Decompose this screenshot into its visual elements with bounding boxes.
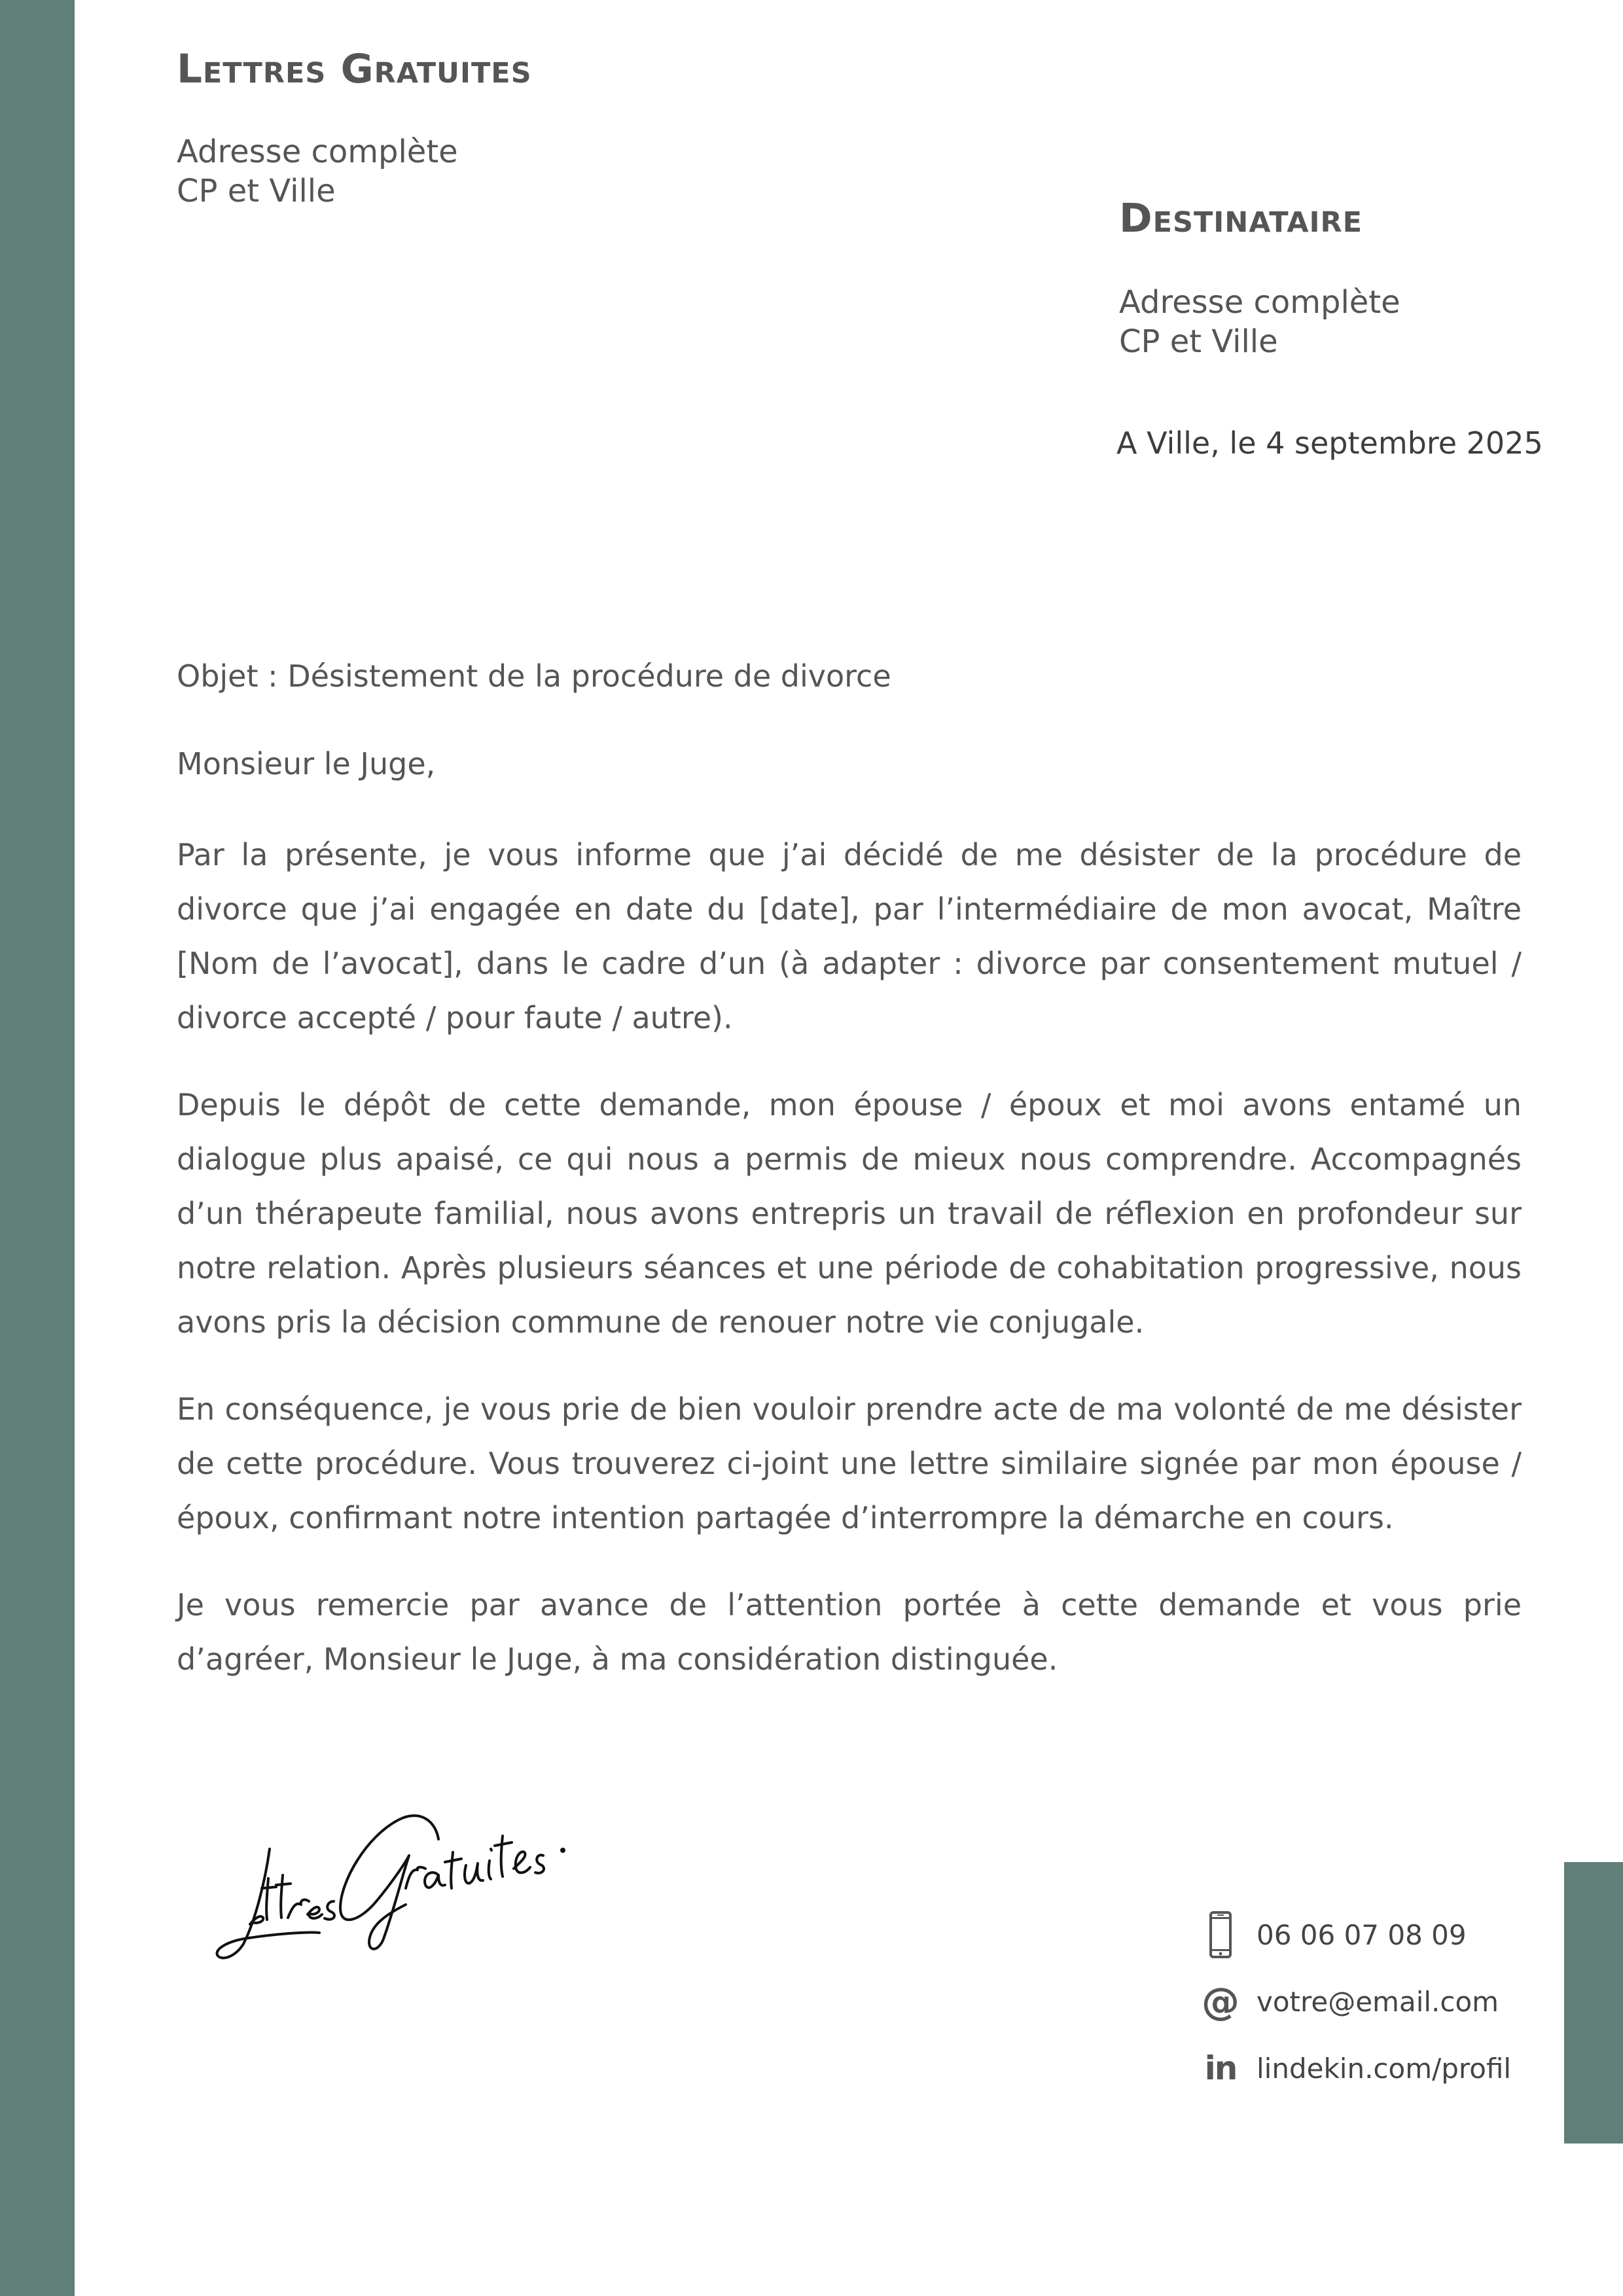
paragraph: Depuis le dépôt de cette demande, mon épouse / époux et moi avons entamé un dialogue plus apaisé, ce qui nous a permis de mieux nous comprendre. Accompagnés d’un thérapeute familial, nous avons entrepris un travail de réflexion en profondeur sur notre relation. Après plusieurs séances et une période de cohabitation progressive, nous avons pris la décision commune de renouer notre vie conjugale. — [177, 1087, 1522, 1340]
paragraph: En conséquence, je vous prie de bien vouloir prendre acte de ma volonté de me désister de cette procédure. Vous trouverez ci-joint une lettre similaire signée par mon épouse / époux, confirmant notre intention partagée d’interrompre la démarche en cours. — [177, 1391, 1522, 1535]
contact-email — [1204, 1968, 1511, 2035]
recipient-address — [1119, 283, 1400, 361]
sender-city-line: CP et Ville — [177, 173, 336, 209]
sender-address — [177, 132, 458, 211]
linkedin-icon: in — [1204, 2049, 1237, 2087]
phone-icon — [1204, 1911, 1237, 1958]
recipient-name: Destinataire — [1119, 195, 1363, 242]
sender-address-line: Adresse complète — [177, 134, 458, 170]
left-accent-bar — [0, 0, 75, 2296]
date-line: A Ville, le 4 septembre 2025 — [1116, 425, 1543, 461]
signature-icon — [209, 1784, 628, 1960]
phone-number[interactable]: 06 06 07 08 09 — [1257, 1918, 1467, 1951]
sender-name: Lettres Gratuites — [177, 46, 532, 92]
email-address[interactable]: votre@email.com — [1257, 1985, 1499, 2018]
paragraph: Par la présente, je vous informe que j’ai décidé de me désister de la procédure de divorce que j’ai engagée en date du [date], par l’intermédiaire de mon avocat, Maître [Nom de l’avocat], dans le cadre d’un (à adapter : divorce par consentement mutuel / divorce accepté / pour faute / autre). — [177, 837, 1522, 1035]
letter-body — [177, 828, 1522, 1719]
contact-phone — [1204, 1901, 1511, 1968]
linkedin-url[interactable]: lindekin.com/profil — [1257, 2052, 1512, 2085]
paragraph: Je vous remercie par avance de l’attention portée à cette demande et vous prie d’agréer, Monsieur le Juge, à ma considération distinguée. — [177, 1587, 1522, 1677]
subject-line: Objet : Désistement de la procédure de divorce — [177, 658, 891, 694]
contact-block — [1204, 1901, 1511, 2102]
right-accent-block — [1564, 1862, 1623, 2144]
signature — [209, 1784, 628, 1960]
salutation: Monsieur le Juge, — [177, 746, 436, 781]
recipient-address-line: Adresse complète — [1119, 284, 1400, 321]
at-icon: @ — [1202, 1979, 1240, 2024]
contact-linkedin — [1204, 2035, 1511, 2102]
recipient-city-line: CP et Ville — [1119, 323, 1278, 360]
